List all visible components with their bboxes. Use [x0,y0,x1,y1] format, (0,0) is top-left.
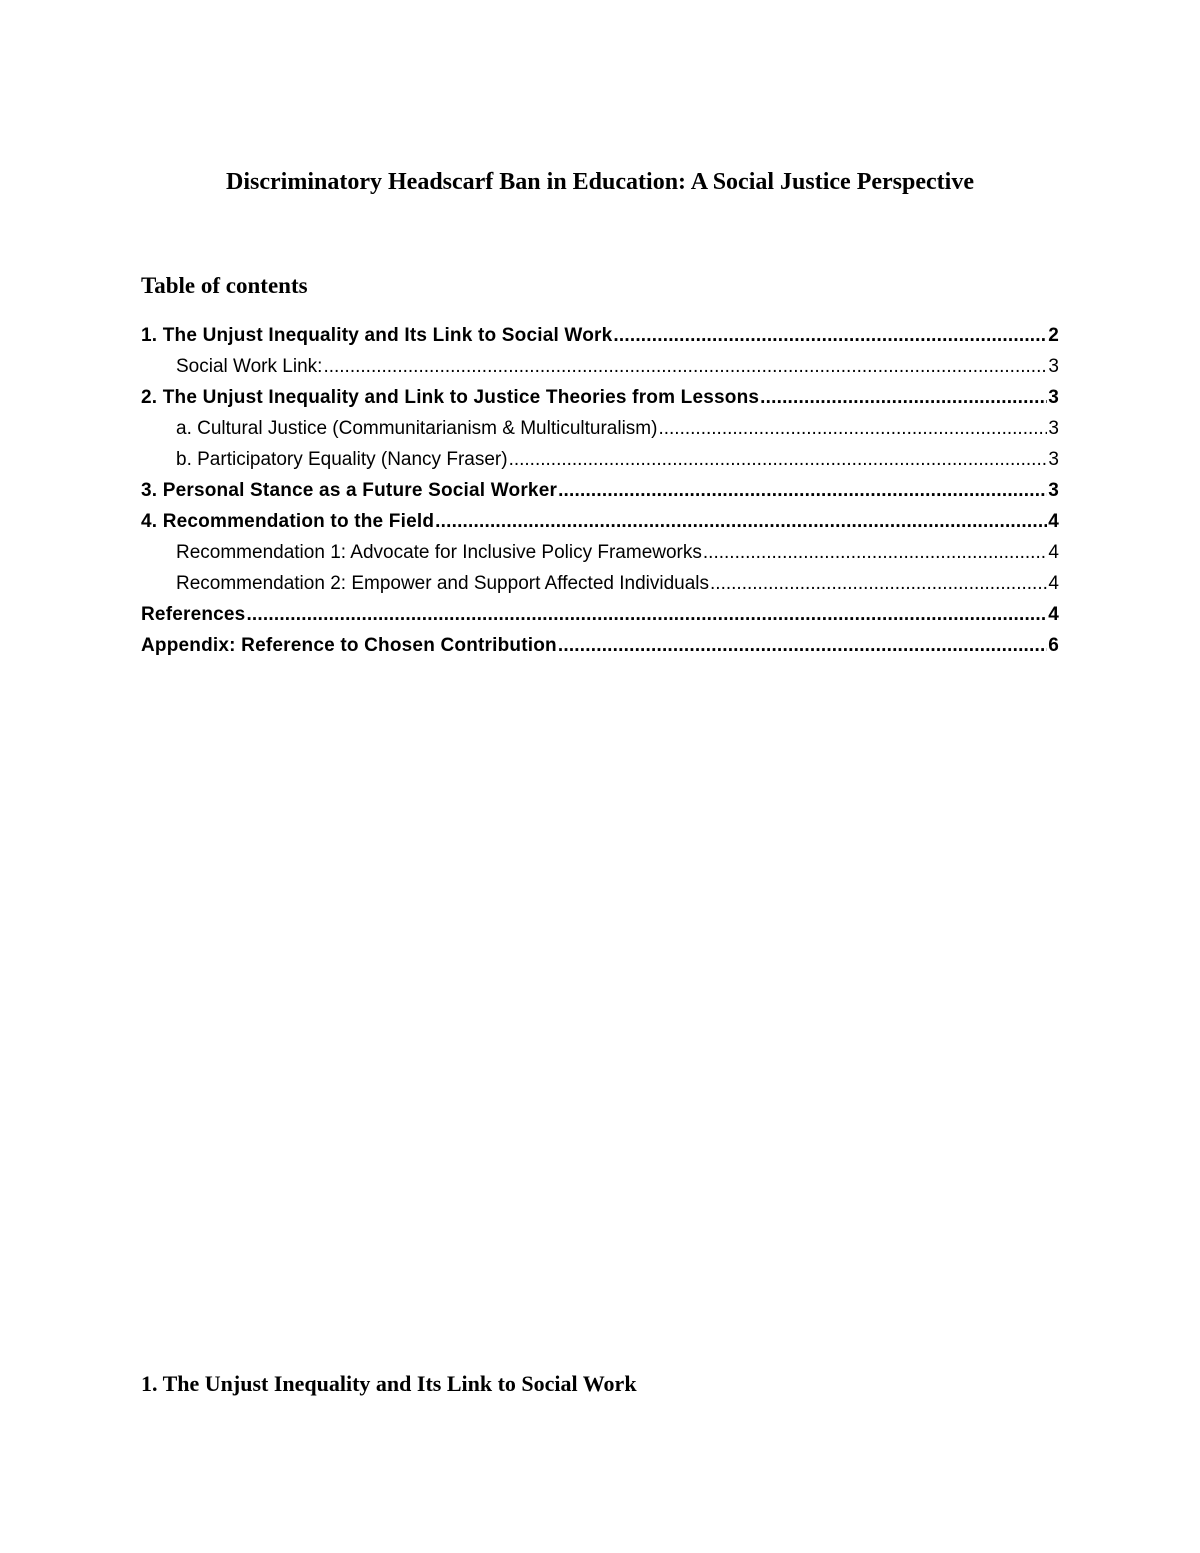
toc-entry-label: Social Work Link: [176,356,323,377]
toc-entry-label: 1. The Unjust Inequality and Its Link to Social Work [141,325,613,346]
toc-entry-page: 3 [1048,356,1059,377]
toc-entry[interactable] [141,506,1059,537]
toc-entry-page: 2 [1048,325,1059,346]
toc-entry-label: Recommendation 1: Advocate for Inclusive Policy Frameworks [176,542,702,563]
toc-dot-leader [613,320,1047,351]
toc-entry-label: References [141,604,246,625]
toc-entry-label: Recommendation 2: Empower and Support Affected Individuals [176,573,710,594]
toc-entry[interactable] [141,351,1059,382]
toc-entry-label: Appendix: Reference to Chosen Contribution [141,635,557,656]
toc-dot-leader [558,630,1047,661]
toc-dot-leader [323,351,1047,382]
section-heading: 1. The Unjust Inequality and Its Link to Social Work [141,1371,637,1396]
toc-dot-leader [710,568,1047,599]
table-of-contents [141,320,1059,661]
toc-dot-leader [558,475,1047,506]
toc-entry[interactable] [141,630,1059,661]
toc-entry-label: b. Participatory Equality (Nancy Fraser) [176,449,508,470]
toc-heading: Table of contents [141,273,308,298]
toc-entry-label: 4. Recommendation to the Field [141,511,435,532]
toc-entry-page: 4 [1048,511,1059,532]
toc-entry[interactable] [141,537,1059,568]
toc-entry-page: 4 [1048,542,1059,563]
toc-entry-page: 3 [1048,480,1059,501]
toc-dot-leader [246,599,1047,630]
toc-entry-page: 3 [1048,418,1059,439]
toc-dot-leader [658,413,1047,444]
toc-entry[interactable] [141,382,1059,413]
toc-entry[interactable] [141,320,1059,351]
toc-dot-leader [703,537,1048,568]
toc-entry[interactable] [141,475,1059,506]
toc-entry[interactable] [141,599,1059,630]
toc-entry-label: 3. Personal Stance as a Future Social Worker [141,480,558,501]
toc-entry[interactable] [141,413,1059,444]
toc-entry-page: 4 [1048,604,1059,625]
toc-entry-label: 2. The Unjust Inequality and Link to Justice Theories from Lessons [141,387,760,408]
toc-entry-page: 4 [1048,573,1059,594]
toc-dot-leader [760,382,1047,413]
toc-entry-page: 3 [1048,387,1059,408]
toc-dot-leader [509,444,1048,475]
toc-entry-page: 6 [1048,635,1059,656]
toc-dot-leader [435,506,1047,537]
toc-entry[interactable] [141,568,1059,599]
toc-entry[interactable] [141,444,1059,475]
toc-entry-label: a. Cultural Justice (Communitarianism & Multiculturalism) [176,418,658,439]
document-title: Discriminatory Headscarf Ban in Education: A Social Justice Perspective [226,169,974,195]
toc-entry-page: 3 [1048,449,1059,470]
